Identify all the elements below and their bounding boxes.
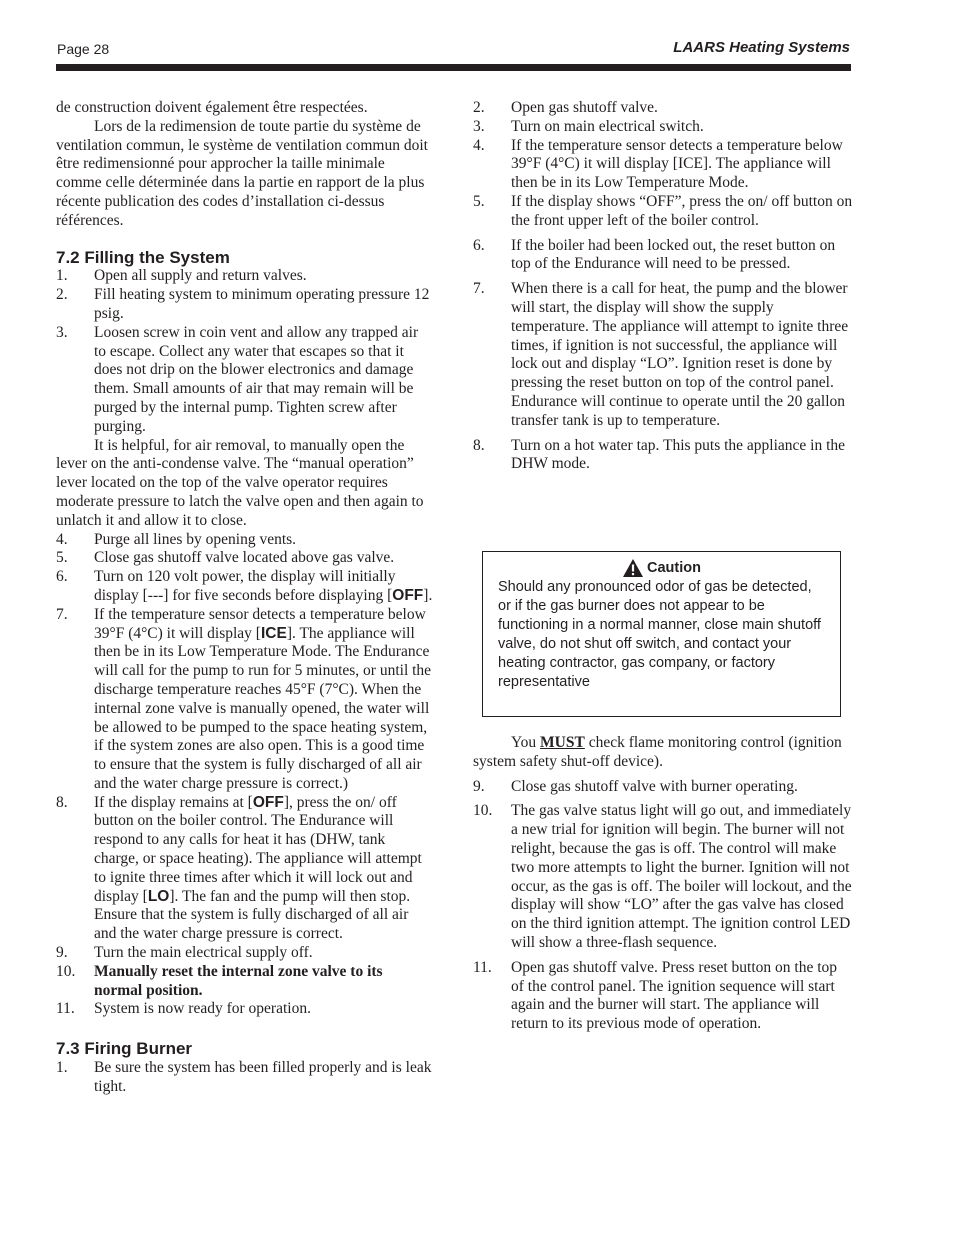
item-text [94, 794, 434, 944]
list-item [56, 963, 434, 1001]
item-text [94, 568, 434, 606]
display-code: OFF [252, 793, 284, 811]
display-code: LO [147, 887, 170, 905]
section-heading: 7.2 Filling the System [56, 247, 230, 267]
item-number: 3. [56, 323, 68, 341]
item-text: If the display shows “OFF”, press the on/ off button on the front upper left of the boiler control. [511, 192, 853, 229]
caution-body: Should any pronounced odor of gas be detected, or if the gas burner does not appear to be functioning in a normal manner, close main shutoff valve, do not shut off switch, and contact your heating contractor, gas company, or factory representative [498, 579, 821, 690]
item-number: 1. [56, 1059, 68, 1077]
right-column-lower [473, 734, 853, 1034]
item-text: If the boiler had been locked out, the reset button on top of the Endurance will need to be pressed. [511, 236, 836, 273]
item-text: System is now ready for operation. [94, 1000, 311, 1018]
must-text-part: You [511, 734, 541, 751]
item-text-part: Turn on 120 volt power, the display will initially display [---] for five seconds before displaying [ [94, 568, 396, 604]
right-column [473, 99, 853, 474]
list-item [56, 606, 434, 794]
item-text-part: ], press the on/ off button on the boiler control. The Endurance will respond to any calls for heat it has (DHW, tank charge, or space heating). The appliance will attempt to ignite three times after which it will lock out and display [ [94, 793, 422, 905]
header-rule [56, 64, 851, 71]
list-item [56, 1000, 434, 1019]
list-item [473, 959, 853, 1034]
item-text-part: If the temperature sensor detects a temperature below 39°F (4°C) it will display [ [94, 605, 426, 642]
page-number: Page 28 [57, 41, 110, 57]
list-item [473, 137, 853, 193]
item-number: 2. [473, 99, 485, 116]
list-item [56, 324, 434, 437]
list-item [473, 778, 853, 797]
display-code: OFF [392, 586, 424, 604]
item-number: 10. [473, 802, 493, 820]
list-item [473, 280, 853, 430]
left-column [56, 99, 434, 1097]
item-text-part: ]. The appliance will then be in its Low Temperature Mode. The Endurance will call for the pump to run for 5 minutes, or until the discharge temperature reaches 45°F (7°C). When the internal zone valve is manually opened, the water will be allowed to be pumped to the space heating system, if the system zones are also open. This is a good time to ensure that the system is fully discharged of all air and the water charge pressure is correct.) [94, 624, 432, 792]
item-number: 4. [56, 530, 68, 548]
item-text: Turn on main electrical switch. [511, 117, 704, 135]
item-text-part: If the display remains at [ [94, 793, 253, 811]
item-number: 5. [473, 192, 485, 210]
list-item [56, 794, 434, 944]
list-item [56, 549, 434, 568]
item-text: The gas valve status light will go out, and immediately a new trial for ignition will begin. The burner will not relight, because the gas is off. The control will make two more attempts to light the burner. Ignition will not occur, as the gas is off. The boiler will lockout, and the display will show “LO” after the gas valve has closed on the third ignition attempt. The ignition control LED will show a three-flash sequence. [511, 802, 852, 951]
item-number: 2. [56, 286, 68, 304]
item-text: Be sure the system has been filled properly and is leak tight. [94, 1059, 432, 1095]
list-item [56, 1059, 434, 1097]
item-number: 11. [56, 1000, 75, 1018]
list-item [473, 437, 853, 475]
list-item [473, 99, 853, 118]
item-text [94, 606, 434, 794]
item-number: 6. [473, 236, 485, 254]
item-number: 9. [56, 944, 68, 962]
item-text: If the temperature sensor detects a temperature below 39°F (4°C) it will display [ICE]. The appliance will then be in its Low Temperature Mode. [511, 136, 843, 192]
item-number: 5. [56, 549, 68, 567]
item-text: Turn the main electrical supply off. [94, 944, 313, 962]
item-number: 7. [473, 280, 485, 298]
list-item [473, 237, 853, 275]
list-item [473, 802, 853, 952]
list-item [56, 286, 434, 324]
item-text: Fill heating system to minimum operating pressure 12 psig. [94, 286, 430, 322]
note-paragraph: It is helpful, for air removal, to manually open the lever on the anti-condense valve. The “manual operation” lever located on the top of the valve operator requires moderate pressure to latch the valve open and then again to unlatch it and allow it to close. [56, 436, 424, 529]
item-text: Turn on a hot water tap. This puts the appliance in the DHW mode. [511, 436, 846, 473]
item-text-part: ]. The fan and the pump will then stop. Ensure that the system is fully discharged of all air and the water charge pressure is correct. [94, 887, 411, 943]
list-item [473, 193, 853, 231]
list-item [473, 118, 853, 137]
item-number: 6. [56, 568, 68, 586]
brand-header: LAARS Heating Systems [673, 39, 850, 56]
item-text: Open gas shutoff valve. [511, 99, 658, 116]
item-number: 3. [473, 117, 485, 135]
item-number: 7. [56, 605, 68, 623]
item-text: When there is a call for heat, the pump and the blower will start, the display will show the supply temperature. The appliance will attempt to ignite three times, if ignition is not successful, the appliance will lock out and display “LO”. Ignition reset is done by pressing the reset button on top of the control panel. Endurance will continue to operate until the 20 gallon transfer tank is up to temperature. [511, 280, 849, 429]
item-text: Open all supply and return valves. [94, 267, 307, 285]
item-text-part: ]. [423, 586, 433, 604]
caution-header [498, 558, 825, 578]
item-number: 9. [473, 777, 485, 795]
must-paragraph [473, 734, 853, 772]
item-number: 11. [473, 958, 492, 976]
must-text-part: check flame monitoring control (ignition system safety shut-off device). [473, 734, 842, 770]
item-text: Loosen screw in coin vent and allow any trapped air to escape. Collect any water that escapes so that it does not drip on the blower electronics and damage them. Small amounts of air that may remain will be purged by the internal pump. Tighten screw after purging. [94, 323, 419, 435]
display-code: ICE [260, 624, 287, 642]
must-emphasis: MUST [540, 734, 585, 751]
list-item [56, 267, 434, 286]
intro-paragraph: Lors de la redimension de toute partie du système de ventilation commun, le système de ventilation commun doit être redimensionné pour approcher la taille minimale comme celle déterminée dans la partie en rapport de la plus récente publication des codes d’installation ci-dessus références. [56, 117, 428, 229]
item-text: Manually reset the internal zone valve to its normal position. [94, 962, 383, 999]
item-number: 8. [473, 436, 485, 454]
item-text: Open gas shutoff valve. Press reset button on the top of the control panel. The ignition sequence will start again and the burner will start. The appliance will return to its previous mode of operation. [511, 958, 838, 1033]
section-heading: 7.3 Firing Burner [56, 1039, 193, 1059]
item-number: 10. [56, 962, 76, 980]
intro-paragraph: de construction doivent également être respectées. [56, 99, 368, 116]
item-number: 4. [473, 136, 485, 154]
list-item [56, 531, 434, 550]
list-item [56, 944, 434, 963]
item-number: 8. [56, 793, 68, 811]
caution-title: Caution [647, 559, 701, 576]
item-number: 1. [56, 267, 68, 285]
warning-triangle-icon [622, 558, 644, 578]
item-text: Close gas shutoff valve located above gas valve. [94, 549, 395, 567]
list-item [56, 568, 434, 606]
item-text: Close gas shutoff valve with burner operating. [511, 777, 798, 795]
item-text: Purge all lines by opening vents. [94, 530, 297, 548]
caution-box [482, 551, 841, 717]
